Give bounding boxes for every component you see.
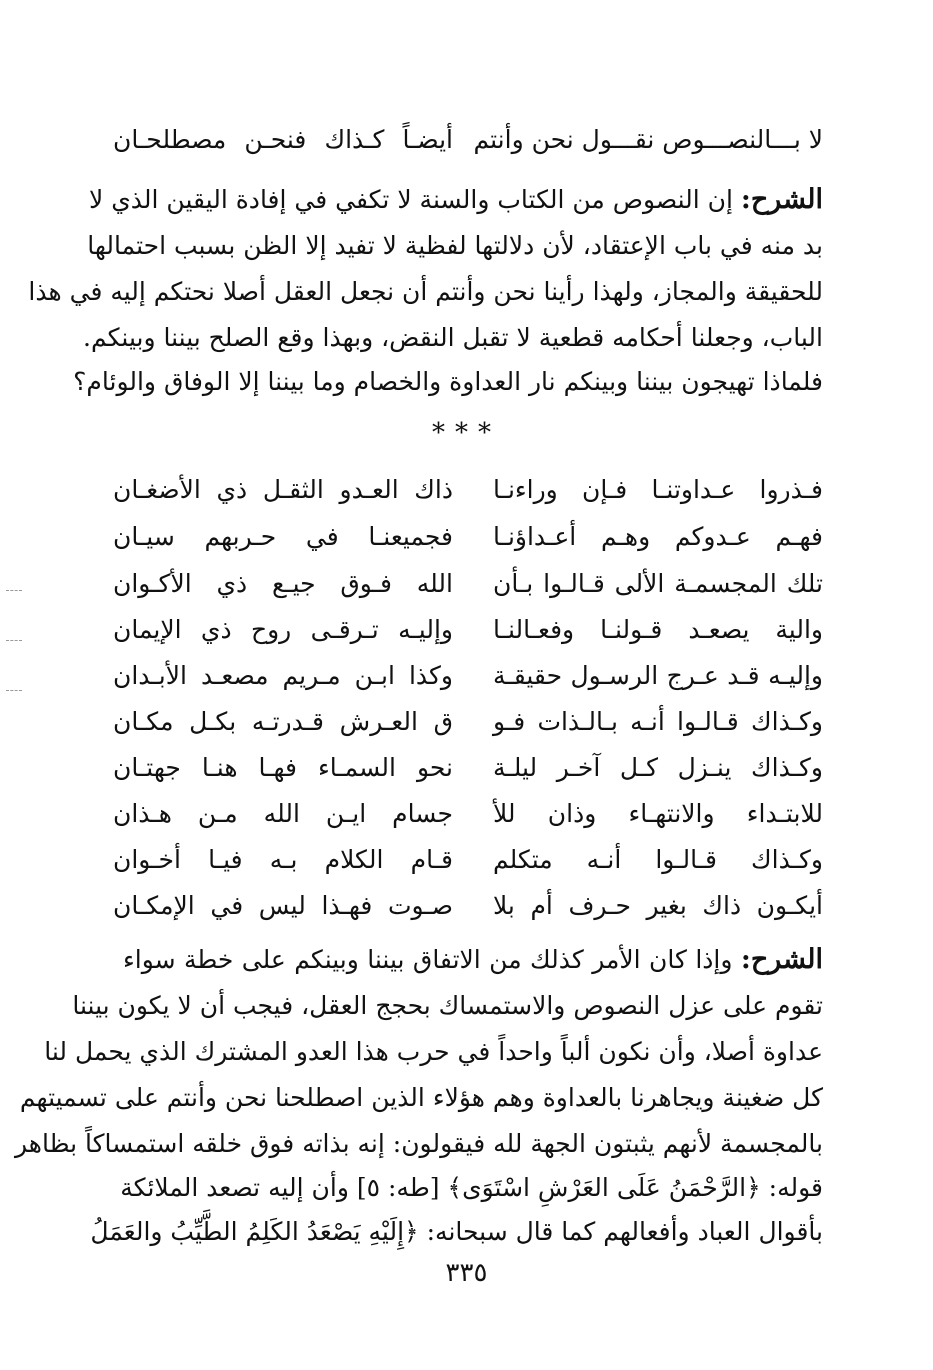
commentary-2-line-4: كل ضغينة ويجاهرنا بالعداوة وهم هؤلاء الذين اصطلحنا نحن وأنتم على تسميتهم bbox=[19, 1083, 823, 1112]
commentary-2-label: الشرح: bbox=[740, 944, 823, 975]
verse-10-right: أيكـون ذاك بغير حـرف أم بلا bbox=[493, 891, 823, 920]
commentary-1-label: الشرح: bbox=[740, 184, 823, 215]
verse-7-right: وكـذاك ينـزل كـل آخـر ليلـة bbox=[493, 753, 823, 782]
commentary-1-line-1: الشرح: إن النصوص من الكتاب والسنة لا تكفي في إفادة اليقين الذي لا bbox=[89, 184, 823, 215]
verse-3-left: الله فـوق جيـع ذي الأكـوان bbox=[113, 569, 453, 598]
section-separator: *** bbox=[432, 418, 501, 448]
scan-edge-mark bbox=[6, 640, 22, 641]
commentary-2-line-3: عداوة أصلا، وأن نكون ألباً واحداً في حرب هذا العدو المشترك الذي يحمل لنا bbox=[44, 1037, 823, 1066]
commentary-1-line-2: بد منه في باب الإعتقاد، لأن دلالتها لفظية لا تفيد إلا الظن بسبب احتمالها bbox=[87, 231, 823, 260]
commentary-1-line-4: الباب، وجعلنا أحكامه قطعية لا تقبل النقض، وبهذا وقع الصلح بيننا وبينكم. bbox=[83, 323, 823, 352]
commentary-2-line-5: بالمجسمة لأنهم يثبتون الجهة لله فيقولون: إنه بذاته فوق خلقه استمساكاً بظاهر bbox=[14, 1129, 823, 1158]
verse-6-left: ق العـرش قـدرتـه بكـل مكـان bbox=[113, 707, 453, 736]
verse-1-left: ذاك العـدو الثقـل ذي الأضغـان bbox=[113, 475, 453, 504]
commentary-2-line-7: بأقوال العباد وأفعالهم كما قال سبحانه: ﴿إِلَيْهِ يَصْعَدُ الكَلِمُ الطَّيِّبُ والعَمَلُ bbox=[90, 1217, 823, 1246]
verse-7-left: نحو السمـاء فهـا هنـا جهتـان bbox=[113, 753, 453, 782]
commentary-2-line-2: تقوم على عزل النصوص والاستمساك بحجج العقل، فيجب أن لا يكون بيننا bbox=[72, 991, 823, 1020]
commentary-2-line-6: قوله: ﴿الرَّحْمَنُ عَلَى العَرْشِ اسْتَوَى﴾ [طه: ٥] وأن إليه تصعد الملائكة bbox=[120, 1173, 823, 1202]
verse-1-right: فـذروا عـداوتنـا فـإن وراءنـا bbox=[493, 475, 823, 504]
verse-8-right: للابتـداء والانتهـاء وذان للأ bbox=[493, 799, 823, 828]
commentary-1-line-3: للحقيقة والمجاز، ولهذا رأينا نحن وأنتم أن نجعل العقل أصلا نحتكم إليه في هذا bbox=[28, 277, 823, 306]
verse-2-right: فهـم عـدوكم وهـم أعـداؤنـا bbox=[493, 522, 823, 551]
page-number: ٣٣٥ bbox=[445, 1258, 488, 1288]
top-verse-right-hemistich: لا بـــالنصـــوص نقـــول نحن وأنتم bbox=[473, 125, 823, 154]
commentary-1-line-5: فلماذا تهيجون بيننا وبينكم نار العداوة والخصام وما بيننا إلا الوفاق والوئام؟ bbox=[73, 367, 823, 396]
commentary-2-line-1: الشرح: وإذا كان الأمر كذلك من الاتفاق بيننا وبينكم على خطة سواء bbox=[123, 944, 823, 975]
verse-4-left: وإليـه تـرقـى روح ذي الإيمان bbox=[113, 615, 453, 644]
top-verse-left-hemistich: أيضـاً كـذاك فنحـن مصطلحـان bbox=[113, 125, 453, 154]
scan-edge-mark bbox=[6, 590, 22, 591]
verse-3-right: تلك المجسمـة الألى قـالـوا بـأن bbox=[493, 569, 823, 598]
verse-2-left: فجميعنـا في حـربهم سيـان bbox=[113, 522, 453, 551]
verse-6-right: وكـذاك قـالـوا أنـه بـالـذات فـو bbox=[493, 707, 823, 736]
verse-9-right: وكـذاك قـالـوا أنـه متكلم bbox=[493, 845, 823, 874]
verse-10-left: صـوت فهـذا ليس في الإمكـان bbox=[113, 891, 453, 920]
scan-edge-mark bbox=[6, 690, 22, 691]
verse-4-right: والية يصعـد قـولنـا وفعـالنـا bbox=[493, 615, 823, 644]
verse-5-left: وكذا ابـن مـريم مصعـد الأبـدان bbox=[113, 661, 453, 690]
verse-8-left: جسام ايـن الله مـن هـذان bbox=[113, 799, 453, 828]
verse-9-left: قـام الكلام بـه فيـا أخـوان bbox=[113, 845, 453, 874]
verse-5-right: وإليـه قـد عـرج الرسـول حقيقـة bbox=[493, 661, 823, 690]
